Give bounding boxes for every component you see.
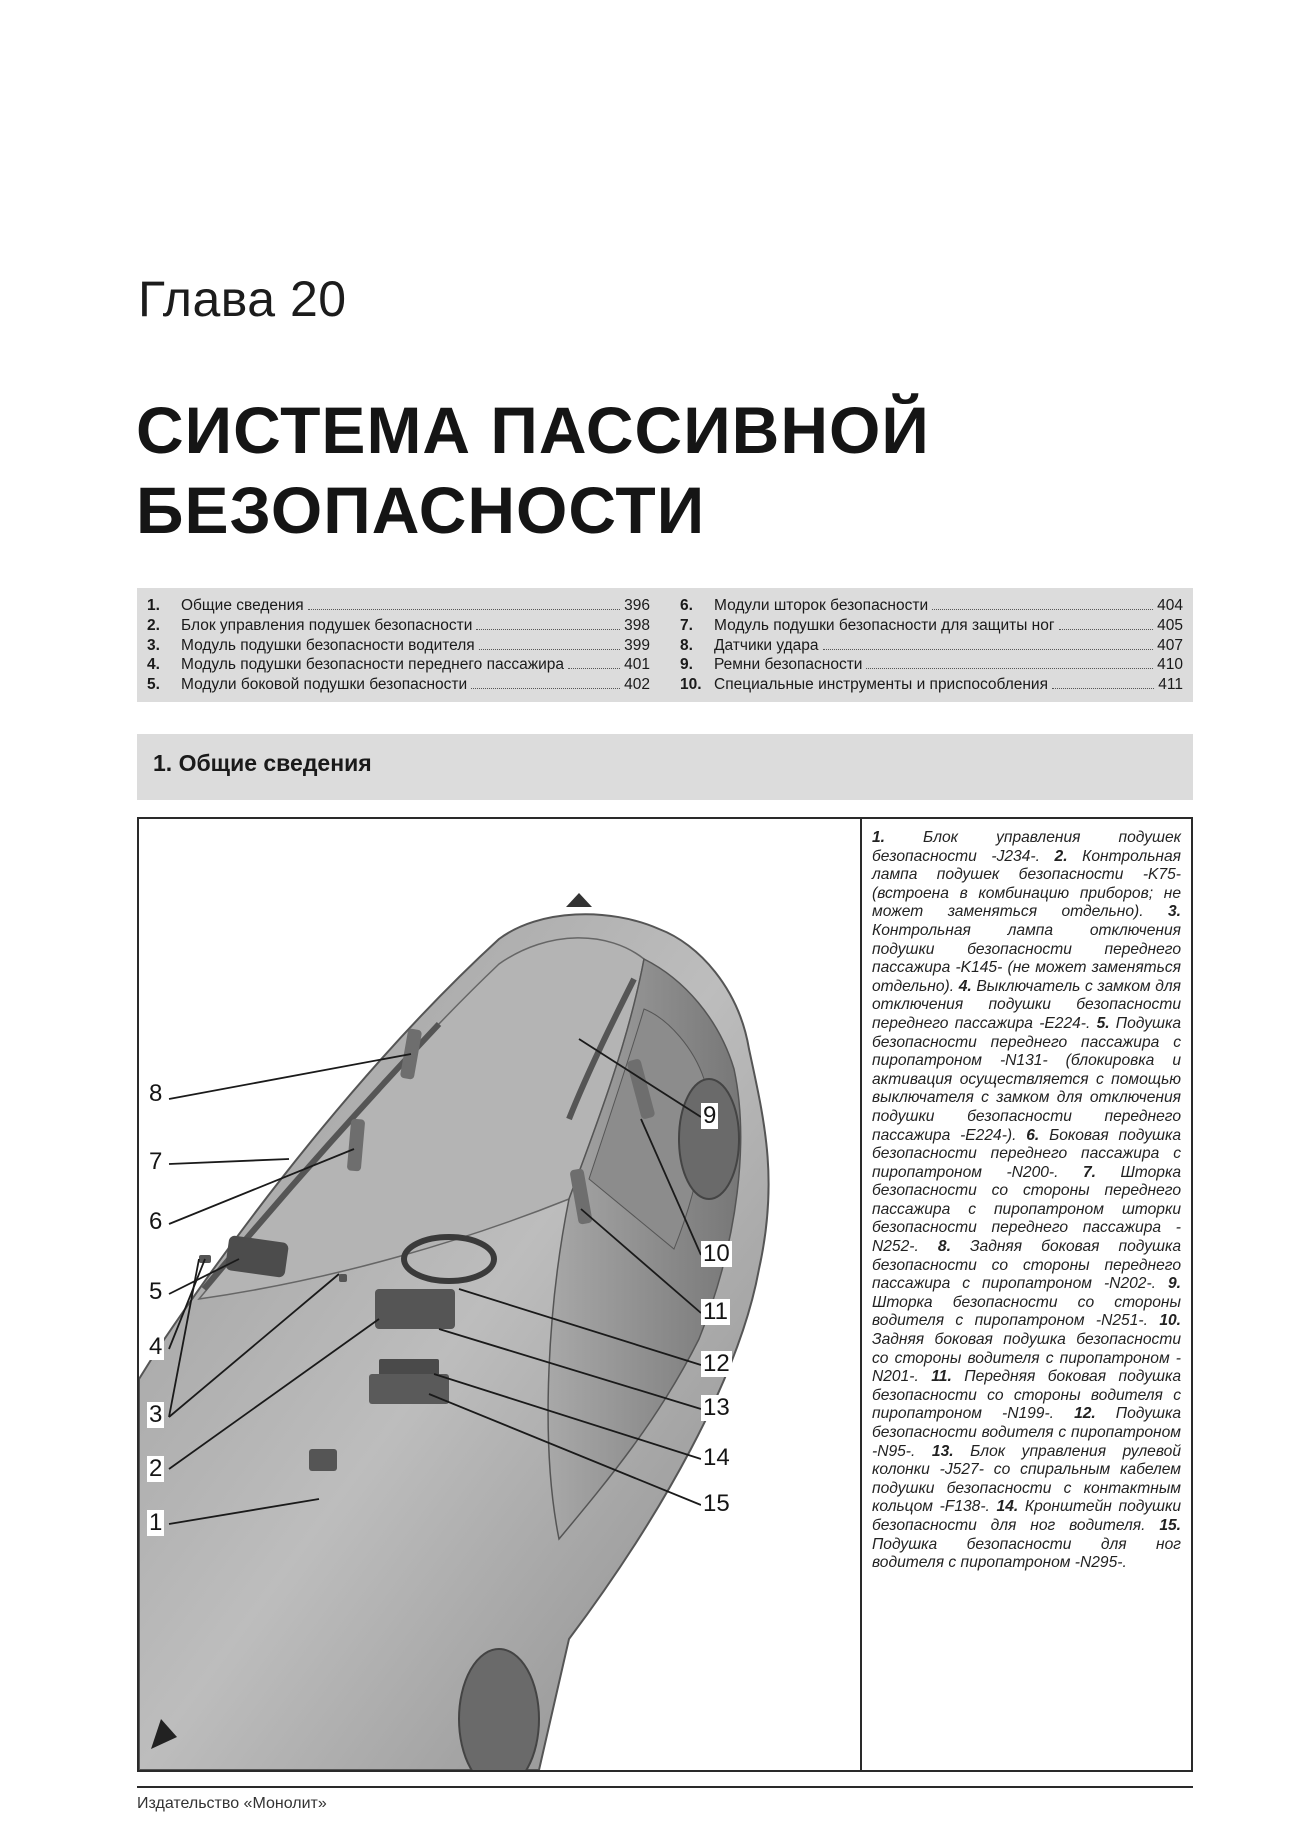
steering-column-module	[375, 1289, 455, 1329]
footer-publisher: Издательство «Монолит»	[137, 1795, 327, 1812]
figure-legend: 1. Блок управления подушек безопасности -J234-. 2. Контрольная лампа подушек безопасности -K75- (встроена в комбинацию приборов; не может заменяться отдельно). 3. Контрольная лампа отключения подушки безопасности переднего пассажира -K145- (не может заменяться отдельно). 4. Выключатель с замком для отключения подушки безопасности переднего пассажира -E224-. 5. Подушка безопасности переднего пассажира с пиропатроном -N131- (блокировка и активация осуществляется с помощью выключателя с замком для отключения подушки безопасности переднего пассажира -E224-). 6. Боковая подушка безопасности переднего пассажира с пиропатроном -N200-. 7. Шторка безопасности со стороны переднего пассажира с пиропатроном шторки безопасности переднего пассажира -N252-. 8. Задняя боковая подушка безопасности со стороны переднего пассажира с пиропатроном -N202-. 9. Шторка безопасности со стороны водителя с пиропатроном -N251-. 10. Задняя боковая подушка безопасности со стороны водителя с пиропатроном -N201-. 11. Передняя боковая подушка безопасности со стороны водителя с пиропатроном -N199-. 12. Подушка безопасности водителя с пиропатроном -N95-. 13. Блок управления рулевой колонки -J527- со спиральным кабелем подушки безопасности с контактным кольцом -F138-. 14. Кронштейн подушки безопасности для ног водителя. 15. Подушка безопасности для ног водителя с пиропатроном -N295-.	[860, 819, 1191, 1770]
callout-5: 5	[149, 1278, 163, 1305]
knee-airbag-module	[369, 1374, 449, 1404]
toc-item[interactable]: 2. Блок управления подушек безопасности 398	[147, 616, 650, 634]
footer-divider	[137, 1786, 1193, 1788]
airbag-diagram-figure	[137, 817, 1193, 1772]
callout-11: 11	[703, 1298, 728, 1325]
toc-item[interactable]: 1. Общие сведения 396	[147, 597, 650, 614]
chapter-label: Глава 20	[138, 271, 347, 327]
toc-item[interactable]: 3. Модуль подушки безопасности водителя 399	[147, 636, 650, 654]
car-airbag-illustration	[139, 819, 860, 1770]
chapter-title	[136, 390, 1136, 550]
airbag-warning-lamp	[339, 1274, 347, 1282]
toc-item[interactable]: 9. Ремни безопасности 410	[680, 656, 1183, 674]
chapter-title-line-2: БЕЗОПАСНОСТИ	[136, 473, 706, 547]
section-title: 1. Общие сведения	[153, 750, 372, 776]
callout-12: 12	[703, 1350, 730, 1377]
table-of-contents	[137, 588, 1193, 702]
callout-15: 15	[703, 1490, 730, 1517]
callout-1: 1	[149, 1509, 163, 1536]
callout-13: 13	[703, 1394, 730, 1421]
airbag-control-unit	[309, 1449, 337, 1471]
toc-item[interactable]: 8. Датчики удара 407	[680, 636, 1183, 654]
toc-item[interactable]: 10. Специальные инструменты и приспособления 411	[680, 676, 1183, 693]
rear-wheel	[679, 1079, 739, 1199]
callout-9: 9	[703, 1102, 717, 1129]
toc-item[interactable]: 7. Модуль подушки безопасности для защиты ног 405	[680, 616, 1183, 634]
callout-7: 7	[149, 1148, 163, 1175]
section-header	[137, 734, 1193, 800]
callout-3: 3	[149, 1401, 163, 1428]
toc-column-right	[680, 596, 1183, 694]
toc-item[interactable]: 5. Модули боковой подушки безопасности 402	[147, 676, 650, 693]
callout-8: 8	[149, 1080, 163, 1107]
chapter-title-line-1: СИСТЕМА ПАССИВНОЙ	[136, 393, 930, 467]
callout-6: 6	[149, 1208, 163, 1235]
crash-sensor	[566, 893, 592, 907]
toc-item[interactable]: 4. Модуль подушки безопасности переднего пассажира 401	[147, 656, 650, 674]
toc-column-left	[147, 596, 650, 694]
callout-14: 14	[703, 1444, 730, 1471]
toc-item[interactable]: 6. Модули шторок безопасности 404	[680, 597, 1183, 614]
callout-4: 4	[149, 1333, 163, 1360]
callout-2: 2	[149, 1455, 163, 1482]
front-wheel	[459, 1649, 539, 1770]
callout-10: 10	[703, 1240, 730, 1267]
